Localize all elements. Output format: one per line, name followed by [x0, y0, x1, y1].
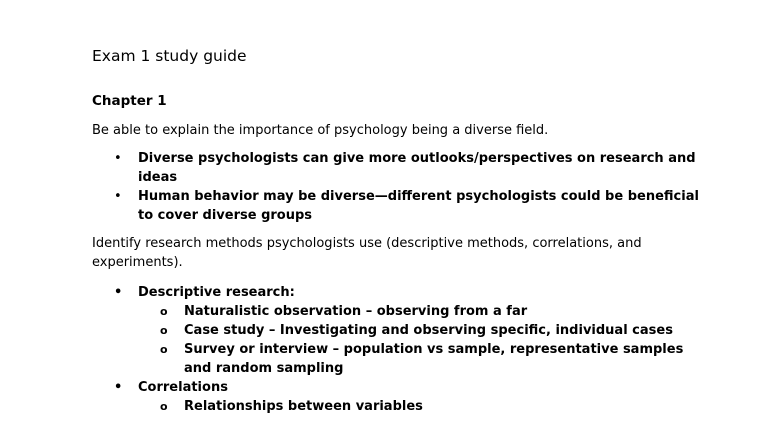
bullet-icon: • [114, 380, 123, 395]
question-1: Be able to explain the importance of psychology being a diverse field. [92, 123, 549, 138]
sub-list-item-text: Survey or interview – population vs sample, representative samples and random sampling [184, 342, 684, 376]
sub-list-item-text: Relationships between variables [184, 399, 423, 414]
sub-list-item [138, 321, 712, 340]
sub-bullet-icon: o [160, 343, 168, 356]
list-item [92, 378, 712, 416]
list-item [92, 187, 712, 225]
question-2: Identify research methods psychologists use (descriptive methods, correlations, and experiments). [92, 236, 642, 270]
document-title: Exam 1 study guide [92, 47, 247, 65]
sub-bullet-icon: o [160, 305, 168, 318]
question-1-bullets [92, 149, 712, 225]
sub-list-item-text: Case study – Investigating and observing specific, individual cases [184, 323, 673, 338]
sub-list-item-text: Naturalistic observation – observing from a far [184, 304, 528, 319]
sub-list-item [138, 340, 712, 378]
bullet-icon: • [114, 151, 122, 166]
list-item [92, 149, 712, 187]
bullet-icon: • [114, 285, 123, 300]
list-item-text: Human behavior may be diverse—different psychologists could be beneficial to cover diverse groups [138, 189, 699, 223]
sub-list-item [138, 397, 712, 416]
list-item-text: Correlations [138, 380, 228, 395]
sub-bullet-icon: o [160, 400, 168, 413]
list-item [92, 283, 712, 378]
chapter-heading: Chapter 1 [92, 93, 167, 109]
sub-list [138, 397, 712, 416]
list-item-text: Descriptive research: [138, 285, 295, 300]
sub-bullet-icon: o [160, 324, 168, 337]
list-item-text: Diverse psychologists can give more outlooks/perspectives on research and ideas [138, 151, 696, 185]
bullet-icon: • [114, 189, 122, 204]
sub-list-item [138, 302, 712, 321]
sub-list [138, 302, 712, 378]
question-2-bullets [92, 283, 712, 416]
